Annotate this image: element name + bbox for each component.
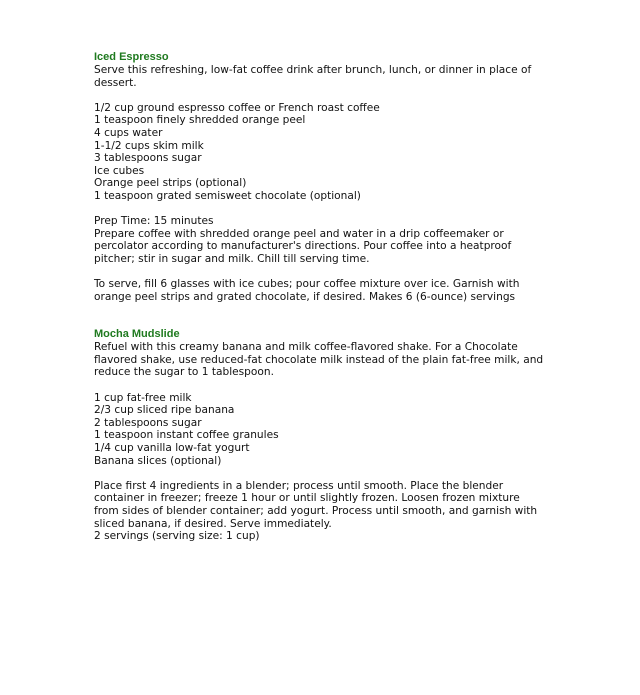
spacer <box>94 266 564 279</box>
ingredient-item: 1 cup fat-free milk <box>94 391 192 404</box>
ingredient-item: 4 cups water <box>94 126 163 139</box>
recipe-directions <box>94 228 564 266</box>
direction-line: To serve, fill 6 glasses with ice cubes; pour coffee mixture over ice. Garnish with <box>94 278 520 291</box>
servings-line: 2 servings (serving size: 1 cup) <box>94 530 260 543</box>
spacer <box>94 203 564 216</box>
ingredient-list <box>94 102 564 203</box>
intro-line: Refuel with this creamy banana and milk coffee-flavored shake. For a Chocolate <box>94 341 518 354</box>
recipe-title: Iced Espresso <box>94 51 169 63</box>
direction-line: Place first 4 ingredients in a blender; process until smooth. Place the blender <box>94 479 504 492</box>
direction-line: Prepare coffee with shredded orange peel and water in a drip coffeemaker or <box>94 227 504 240</box>
intro-line: flavored shake, use reduced-fat chocolate milk instead of the plain fat-free milk, and <box>94 353 544 366</box>
recipe-title: Mocha Mudslide <box>94 328 180 341</box>
ingredient-item: 1/2 cup ground espresso coffee or French roast coffee <box>94 101 380 114</box>
ingredient-item: Orange peel strips (optional) <box>94 177 247 190</box>
spacer <box>94 379 564 392</box>
ingredient-item: 1-1/2 cups skim milk <box>94 139 204 152</box>
ingredient-item: 2 tablespoons sugar <box>94 416 202 429</box>
intro-line: dessert. <box>94 76 137 89</box>
recipe-directions <box>94 480 564 543</box>
intro-line: Serve this refreshing, low-fat coffee drink after brunch, lunch, or dinner in place of <box>94 64 532 76</box>
ingredient-item: 1/4 cup vanilla low-fat yogurt <box>94 442 250 455</box>
intro-line: reduce the sugar to 1 tablespoon. <box>94 366 274 379</box>
spacer <box>94 467 564 480</box>
direction-line: orange peel strips and grated chocolate, if desired. Makes 6 (6-ounce) servings <box>94 290 516 303</box>
direction-line: pitcher; stir in sugar and milk. Chill till serving time. <box>94 252 370 265</box>
direction-line: from sides of blender container; add yogurt. Process until smooth, and garnish with <box>94 505 538 517</box>
ingredient-list <box>94 392 564 468</box>
ingredient-item: 3 tablespoons sugar <box>94 152 202 165</box>
section-spacer <box>94 303 564 328</box>
recipe-iced-espresso <box>94 51 564 303</box>
spacer <box>94 89 564 102</box>
ingredient-item: Banana slices (optional) <box>94 454 222 467</box>
direction-line: percolator according to manufacturer's directions. Pour coffee into a heatproof <box>94 240 512 253</box>
ingredient-item: 1 teaspoon finely shredded orange peel <box>94 114 306 127</box>
direction-line: sliced banana, if desired. Serve immediately. <box>94 517 332 530</box>
recipe-intro <box>94 341 564 379</box>
ingredient-item: 1 teaspoon instant coffee granules <box>94 429 279 442</box>
ingredient-item: Ice cubes <box>94 164 145 177</box>
document-page <box>94 51 564 543</box>
recipe-serving-directions <box>94 278 564 303</box>
direction-line: container in freezer; freeze 1 hour or until slightly frozen. Loosen frozen mixture <box>94 492 520 505</box>
ingredient-item: 1 teaspoon grated semisweet chocolate (optional) <box>94 189 361 202</box>
recipe-mocha-mudslide <box>94 328 564 543</box>
ingredient-item: 2/3 cup sliced ripe banana <box>94 404 235 417</box>
prep-time: Prep Time: 15 minutes <box>94 215 214 228</box>
recipe-intro <box>94 64 564 89</box>
